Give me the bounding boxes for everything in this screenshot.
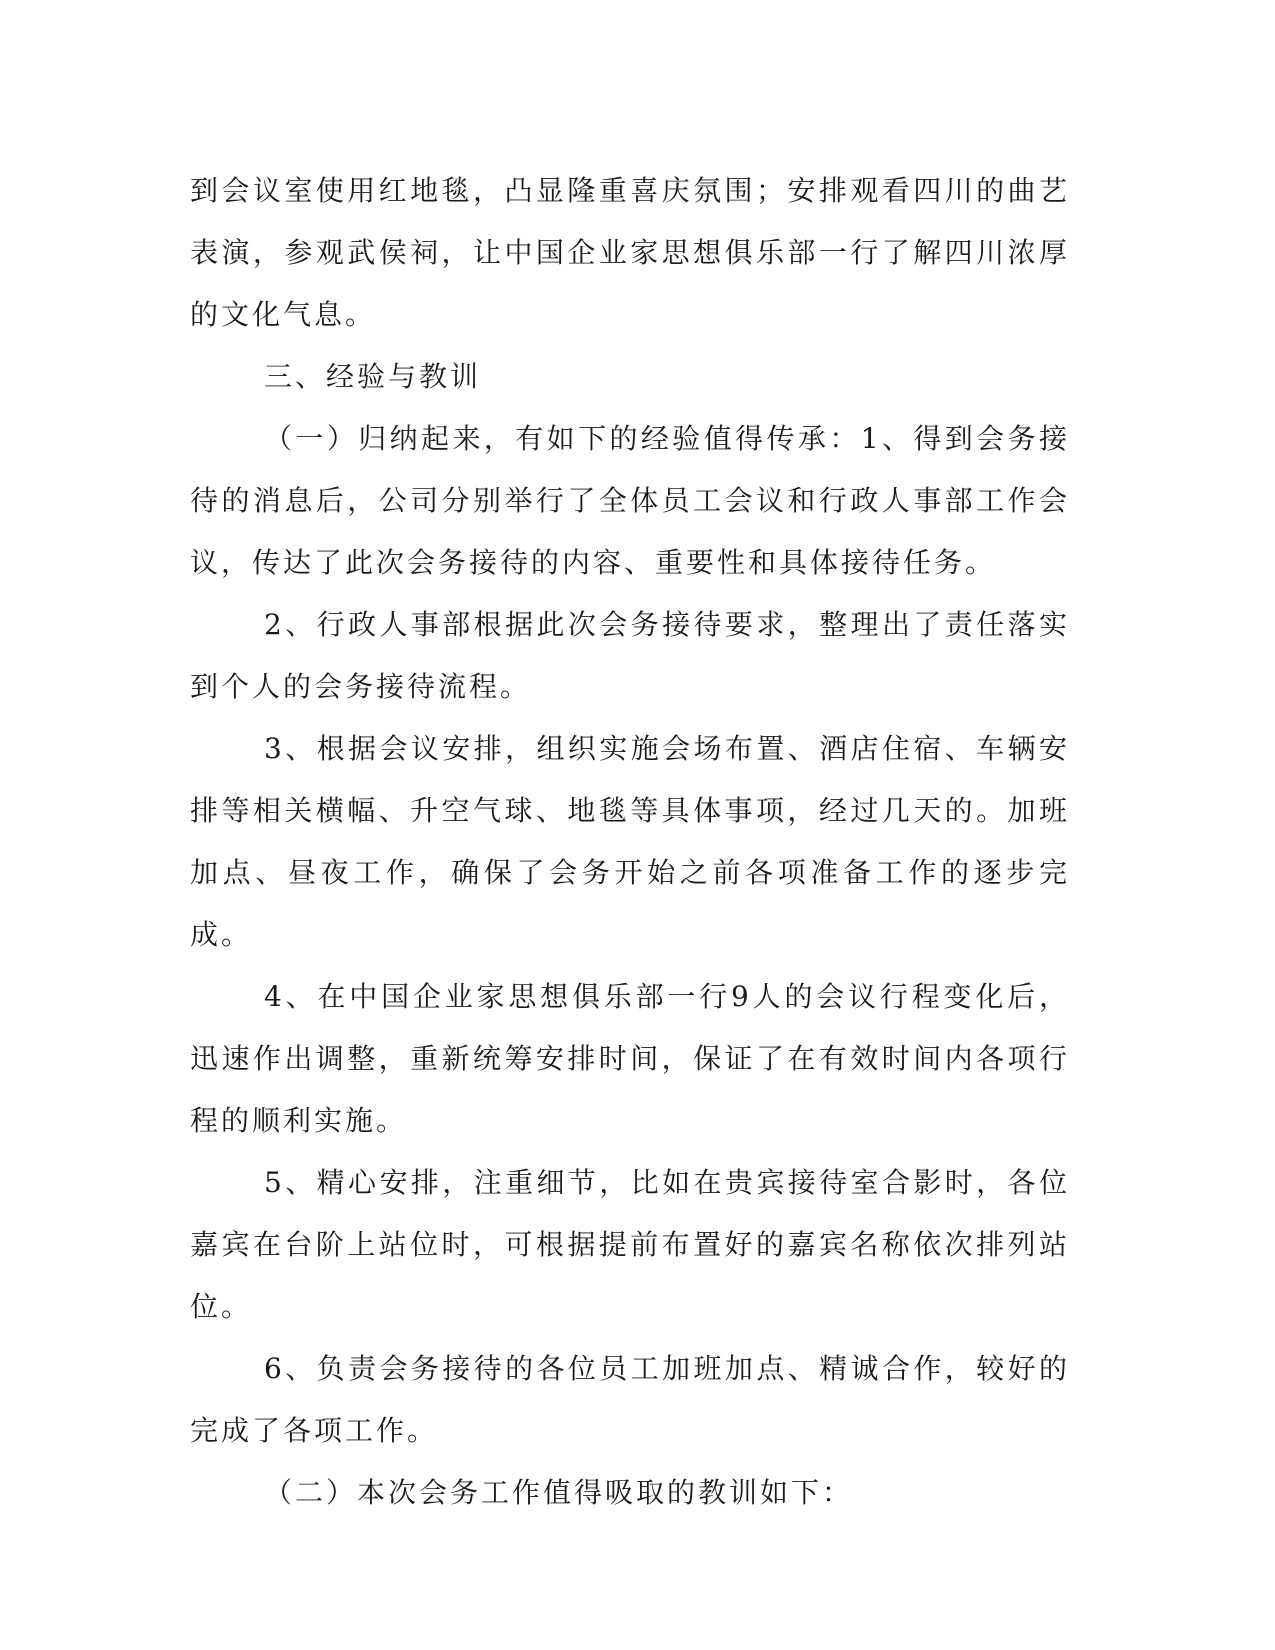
paragraph-continuation: 到会议室使用红地毯，凸显隆重喜庆氛围；安排观看四川的曲艺表演，参观武侯祠，让中国企业家思想俱乐部一行了解四川浓厚的文化气息。 [190,174,1070,331]
document-body [190,160,1070,1524]
paragraph-item-6: 6、负责会务接待的各位员工加班加点、精诚合作，较好的完成了各项工作。 [190,1352,1070,1447]
paragraph-item-3: 3、根据会议安排，组织实施会场布置、酒店住宿、车辆安排等相关横幅、升空气球、地毯等具体事项，经过几天的。加班加点、昼夜工作，确保了会务开始之前各项准备工作的逐步完成。 [190,732,1070,951]
paragraph-item-2: 2、行政人事部根据此次会务接待要求，整理出了责任落实到个人的会务接待流程。 [190,608,1070,703]
section-heading: 三、经验与教训 [264,360,482,393]
paragraph-item-5: 5、精心安排，注重细节，比如在贵宾接待室合影时，各位嘉宾在台阶上站位时，可根据提前布置好的嘉宾名称依次排列站位。 [190,1166,1070,1323]
paragraph-experience-intro: （一）归纳起来，有如下的经验值得传承：1、得到会务接待的消息后，公司分别举行了全体员工会议和行政人事部工作会议，传达了此次会务接待的内容、重要性和具体接待任务。 [190,422,1070,579]
paragraph-lessons-intro: （二）本次会务工作值得吸取的教训如下： [264,1476,854,1509]
paragraph-item-4: 4、在中国企业家思想俱乐部一行9人的会议行程变化后，迅速作出调整，重新统筹安排时间，保证了在有效时间内各项行程的顺利实施。 [190,980,1070,1137]
